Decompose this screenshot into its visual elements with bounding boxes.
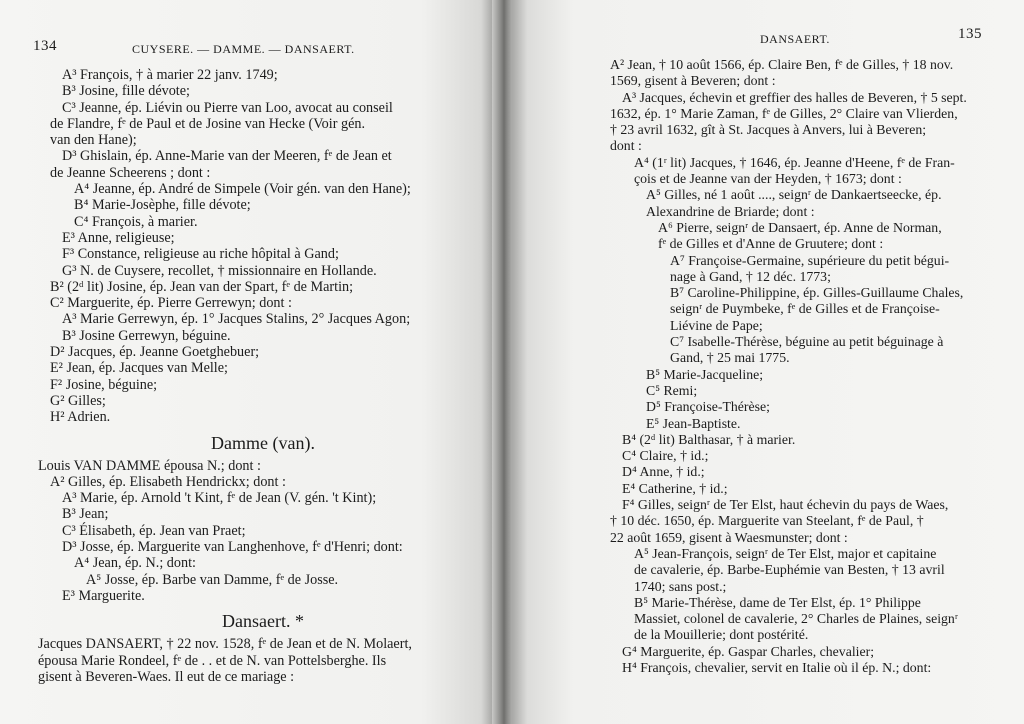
text-line: A³ Marie Gerrewyn, ép. 1° Jacques Stalins, 2° Jacques Agon;: [62, 311, 411, 328]
text-line: A⁴ Jeanne, ép. André de Simpele (Voir gén. van den Hane);: [74, 181, 411, 198]
text-line: A⁶ Pierre, seignʳ de Dansaert, ép. Anne de Norman,: [658, 219, 942, 235]
text-line: G³ N. de Cuysere, recollet, † missionnaire en Hollande.: [62, 262, 377, 279]
text-line: D⁵ Françoise-Thérèse;: [646, 399, 770, 415]
text-line: B⁵ Marie-Thérèse, dame de Ter Elst, ép. 1° Philippe: [634, 594, 921, 610]
text-line: B⁵ Marie-Jacqueline;: [646, 366, 764, 382]
text-line: 1632, ép. 1° Marie Zaman, fᵉ de Gilles, 2° Claire van Vlierden,: [610, 105, 958, 121]
text-line: seignʳ de Puymbeke, fᵉ de Gilles et de Françoise-: [670, 301, 940, 317]
left-page-number: 134: [33, 38, 57, 54]
text-line: E² Jean, ép. Jacques van Melle;: [50, 360, 228, 377]
text-line: F⁴ Gilles, seignʳ de Ter Elst, haut échevin du pays de Waes,: [622, 497, 949, 513]
right-header: [512, 26, 1024, 58]
text-line: D³ Josse, ép. Marguerite van Langhenhove, fᵉ d'Henri; dont:: [62, 539, 403, 556]
text-line: A⁵ Gilles, né 1 août ...., seignʳ de Dankaertseecke, ép.: [646, 187, 942, 203]
text-line: A⁴ Jean, ép. N.; dont:: [74, 555, 196, 572]
left-header: [0, 38, 496, 58]
text-line: de la Mouillerie; dont postérité.: [634, 627, 809, 643]
text-line: A⁵ Jean-François, seignʳ de Ter Elst, major et capitaine: [634, 545, 937, 561]
text-line: B³ Josine Gerrewyn, béguine.: [62, 327, 231, 344]
text-line: B⁷ Caroline-Philippine, ép. Gilles-Guillaume Chales,: [670, 285, 964, 301]
text-line: Alexandrine de Briarde; dont :: [646, 203, 815, 219]
section-heading: Damme (van).: [211, 432, 315, 453]
text-line: E³ Anne, religieuse;: [62, 229, 175, 246]
text-line: 1569, gisent à Beveren; dont :: [610, 73, 776, 89]
text-line: gisent à Beveren-Waes. Il eut de ce mariage :: [38, 668, 295, 685]
right-page-number: 135: [958, 26, 982, 42]
text-line: A⁴ (1ʳ lit) Jacques, † 1646, ép. Jeanne d'Heene, fᵉ de Fran-: [634, 154, 955, 170]
text-line: E³ Marguerite.: [62, 587, 145, 604]
text-line: C⁷ Isabelle-Thérèse, béguine au petit béguinage à: [670, 334, 944, 350]
text-line: van den Hane);: [50, 132, 137, 149]
text-line: C³ Jeanne, ép. Liévin ou Pierre van Loo, avocat au conseil: [62, 99, 393, 116]
text-line: H⁴ François, chevalier, servit en Italie où il ép. N.; dont:: [622, 659, 932, 675]
text-line: épousa Marie Rondeel, fᵉ de . . et de N. van Pottelsberghe. Ils: [38, 652, 387, 669]
right-running-head: DANSAERT.: [760, 32, 830, 46]
right-page-text: [598, 57, 1018, 676]
text-line: Liévine de Pape;: [670, 317, 763, 333]
text-line: F² Josine, béguine;: [50, 376, 158, 393]
text-line: 22 août 1659, gisent à Waesmunster; dont :: [610, 529, 848, 545]
text-line: C⁴ Claire, † id.;: [622, 448, 709, 464]
right-page: [512, 0, 1024, 724]
text-line: B⁴ (2ᵈ lit) Balthasar, † à marier.: [622, 431, 796, 447]
text-line: de Jeanne Scheerens ; dont :: [50, 164, 211, 181]
text-line: B³ Jean;: [62, 506, 109, 523]
text-line: † 10 déc. 1650, ép. Marguerite van Steelant, fᵉ de Paul, †: [610, 513, 924, 529]
text-line: D² Jacques, ép. Jeanne Goetghebuer;: [50, 344, 260, 361]
text-line: A⁷ Françoise-Germaine, supérieure du petit bégui-: [670, 252, 950, 268]
text-line: Louis VAN DAMME épousa N.; dont :: [38, 457, 261, 474]
text-line: G⁴ Marguerite, ép. Gaspar Charles, chevalier;: [622, 643, 875, 659]
text-line: Gand, † 25 mai 1775.: [670, 350, 790, 366]
text-line: E⁵ Jean-Baptiste.: [646, 415, 741, 431]
text-line: de Flandre, fᵉ de Paul et de Josine van Hecke (Voir gén.: [50, 115, 366, 132]
text-line: B³ Josine, fille dévote;: [62, 83, 190, 100]
text-line: 1740; sans post.;: [634, 578, 727, 594]
text-line: † 23 avril 1632, gît à St. Jacques à Anvers, lui à Beveren;: [610, 122, 927, 138]
left-page-text: [38, 67, 488, 685]
text-line: A³ Marie, ép. Arnold 't Kint, fᵉ de Jean (V. gén. 't Kint);: [62, 490, 377, 507]
section-heading: Dansaert. *: [222, 611, 304, 632]
text-line: A² Gilles, ép. Elisabeth Hendrickx; dont :: [50, 473, 286, 490]
text-line: A³ Jacques, échevin et greffier des halles de Beveren, † 5 sept.: [622, 89, 967, 105]
text-line: Massiet, colonel de cavalerie, 2° Charles de Plaines, seignʳ: [634, 611, 958, 627]
text-line: G² Gilles;: [50, 392, 106, 409]
text-line: B⁴ Marie-Josèphe, fille dévote;: [74, 197, 251, 214]
text-line: A⁵ Josse, ép. Barbe van Damme, fᵉ de Josse.: [86, 571, 339, 588]
text-line: C³ Élisabeth, ép. Jean van Praet;: [62, 522, 246, 539]
text-line: C⁵ Remi;: [646, 382, 698, 398]
text-line: E⁴ Catherine, † id.;: [622, 480, 728, 496]
text-line: H² Adrien.: [50, 409, 111, 426]
text-line: C² Marguerite, ép. Pierre Gerrewyn; dont :: [50, 295, 292, 312]
text-line: A³ François, † à marier 22 janv. 1749;: [62, 67, 278, 83]
text-line: F³ Constance, religieuse au riche hôpital à Gand;: [62, 246, 339, 263]
text-line: dont :: [610, 138, 642, 154]
text-line: D³ Ghislain, ép. Anne-Marie van der Meeren, fᵉ de Jean et: [62, 148, 392, 165]
text-line: çois et de Jeanne van der Heyden, † 1673; dont :: [634, 171, 902, 187]
left-running-head: CUYSERE. — DAMME. — DANSAERT.: [132, 42, 355, 56]
text-line: nage à Gand, † 12 déc. 1773;: [670, 268, 831, 284]
left-page: [0, 0, 496, 724]
text-line: B² (2ᵈ lit) Josine, ép. Jean van der Spart, fᵉ de Martin;: [50, 278, 354, 295]
text-line: fᵉ de Gilles et d'Anne de Gruutere; dont :: [658, 236, 884, 252]
text-line: Jacques DANSAERT, † 22 nov. 1528, fᵉ de Jean et de N. Molaert,: [38, 636, 412, 653]
text-line: C⁴ François, à marier.: [74, 213, 198, 230]
text-line: A² Jean, † 10 août 1566, ép. Claire Ben, fᵉ de Gilles, † 18 nov.: [610, 57, 954, 72]
text-line: de cavalerie, ép. Barbe-Euphémie van Besten, † 13 avril: [634, 562, 945, 578]
text-line: D⁴ Anne, † id.;: [622, 464, 705, 480]
